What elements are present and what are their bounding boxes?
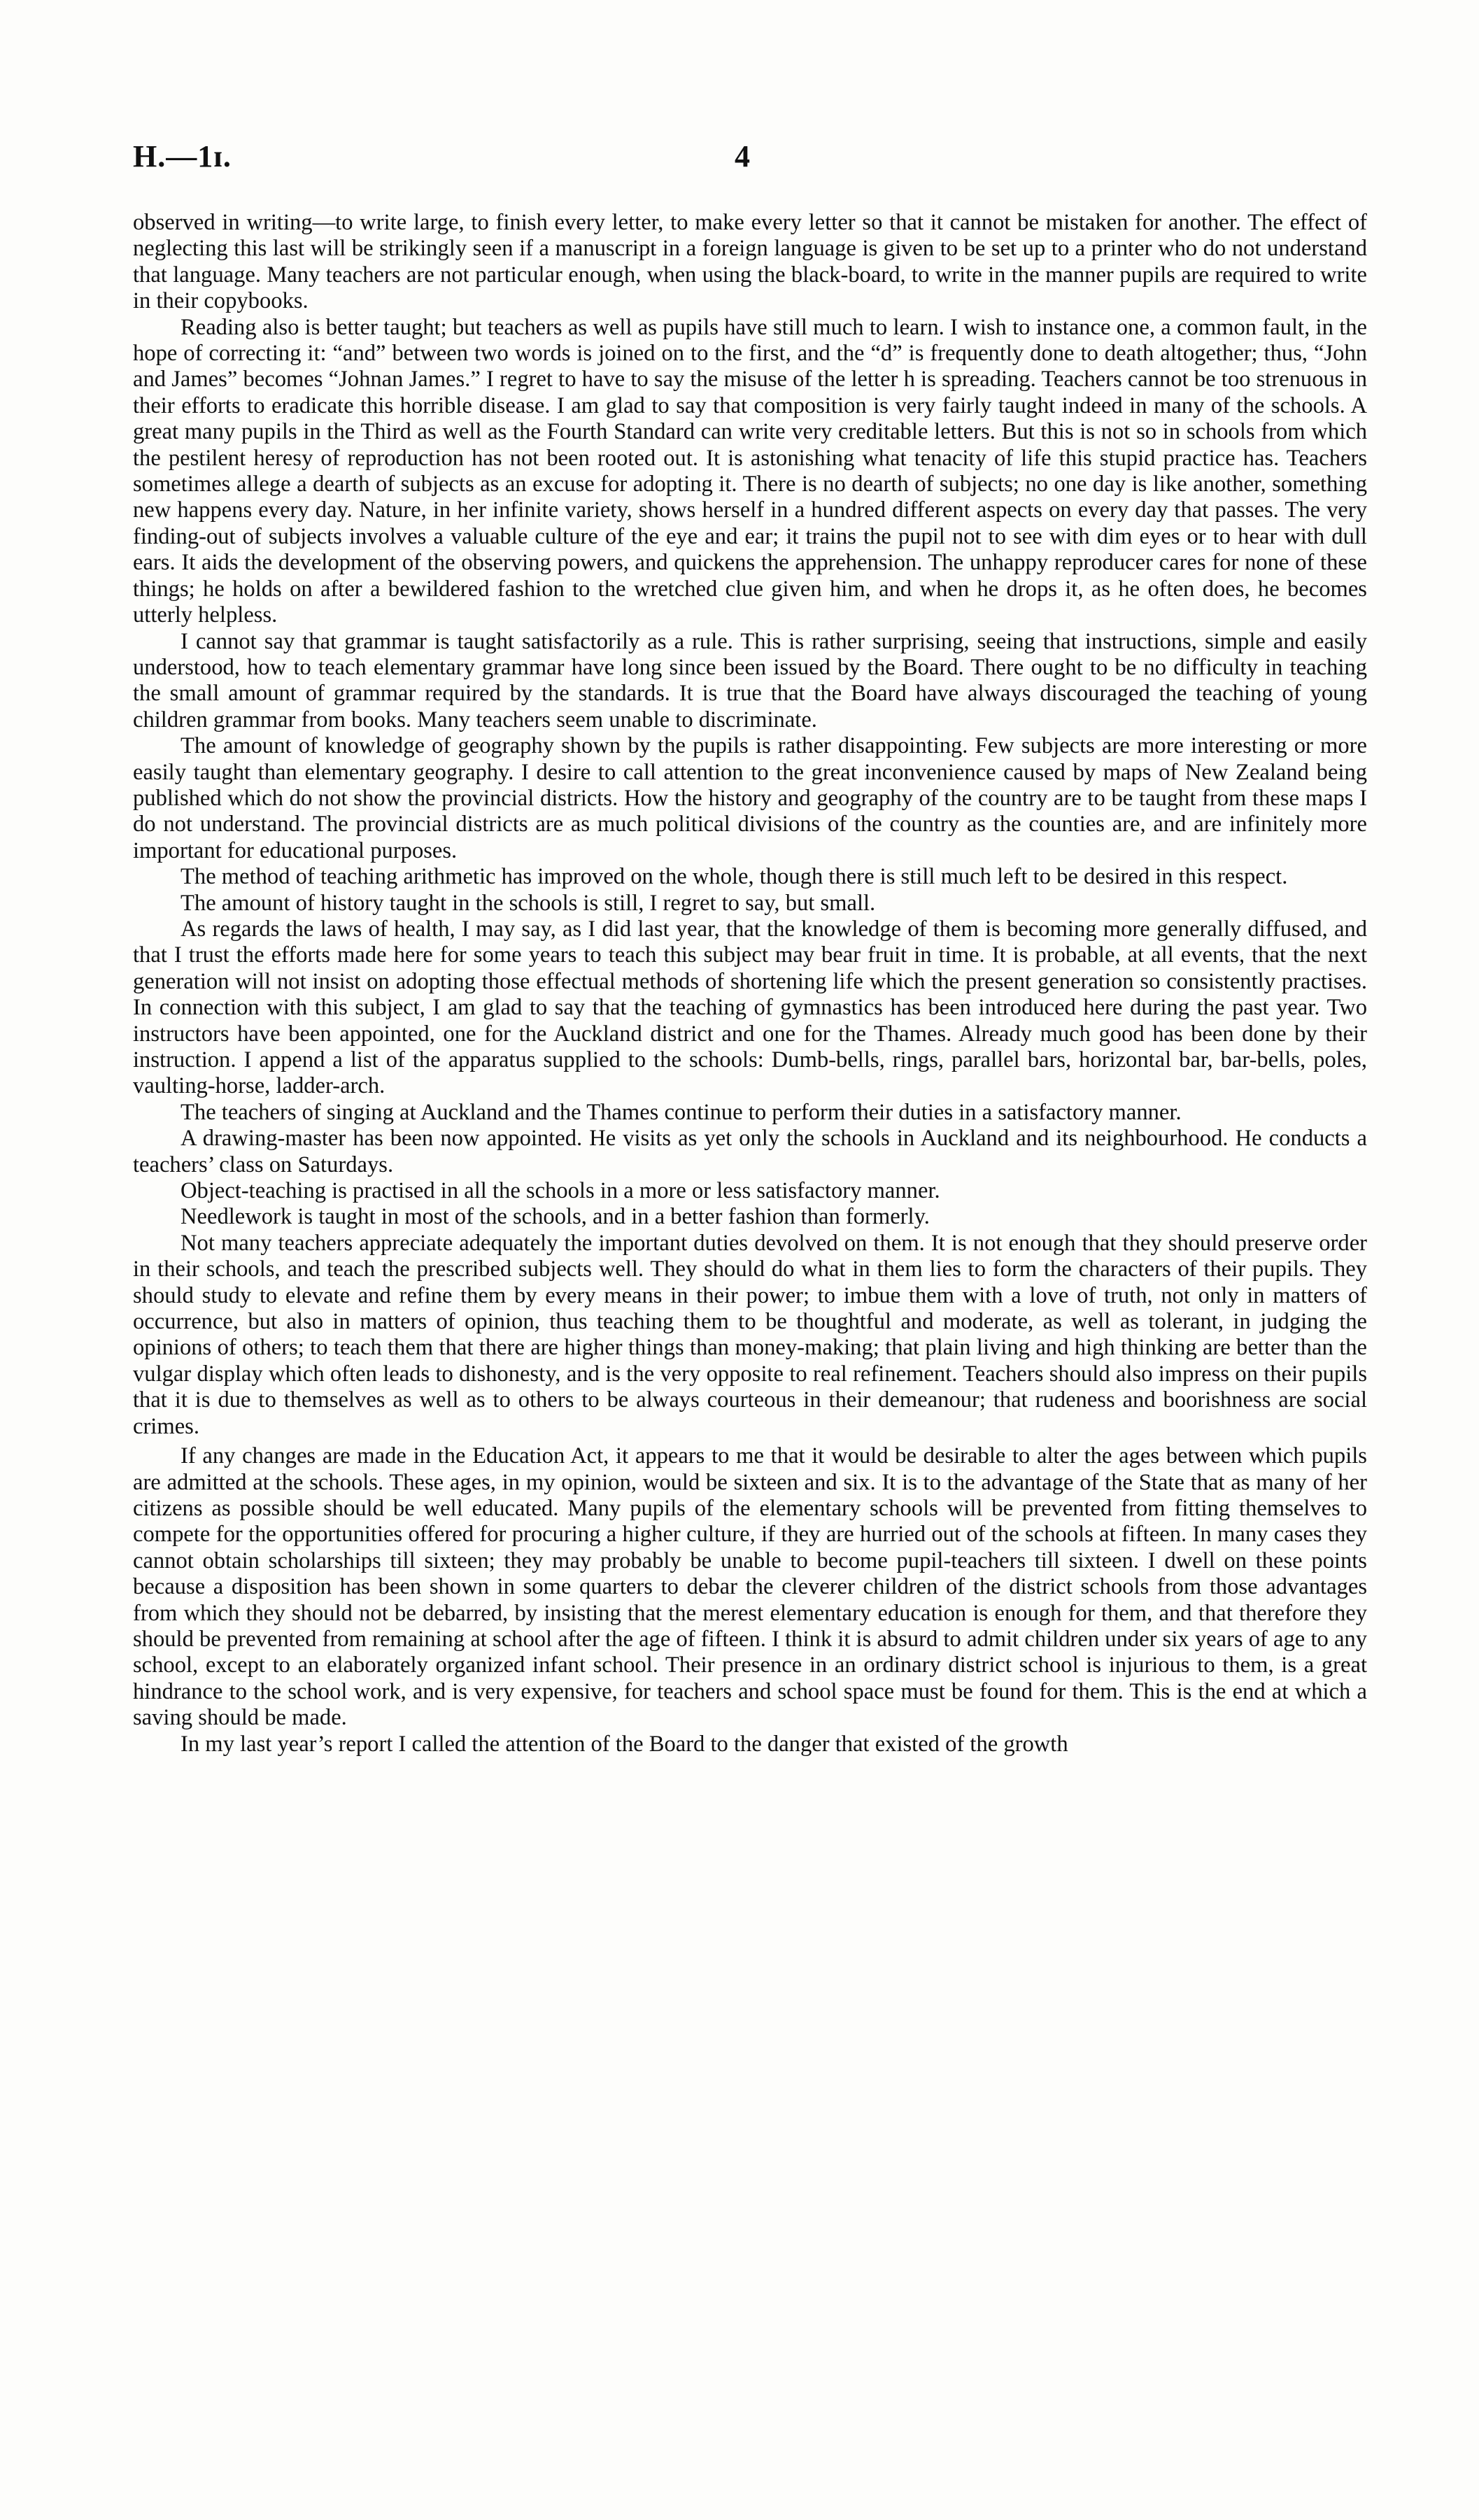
paragraph: Reading also is better taught; but teachers as well as pupils have still much to learn. I wish to instance one, a common fault, in the hope of correcting it: “and” between two words is joined on to the first, and the “d” is frequently done to death altogether; thus, “John and James” becomes “Johnan James.” I regret to have to say the misuse of the letter h is spreading. Teachers cannot be too strenuous in their efforts to eradicate this horrible disease. I am glad to say that composition is very fairly taught indeed in many of the schools. A great many pupils in the Third as well as the Fourth Standard can write very creditable letters. But this is not so in schools from which the pestilent heresy of reproduction has not been rooted out. It is astonishing what tenacity of life this stupid practice has. Teachers sometimes allege a dearth of subjects as an excuse for adopting it. There is no dearth of subjects; no one day is like another, something new happens every day. Nature, in her infinite variety, shows herself in a hundred different aspects on every day that passes. The very finding-out of subjects involves a valuable culture of the eye and ear; it trains the pupil not to see with dim eyes or to hear with dull ears. It aids the development of the observing powers, and quickens the apprehension. The unhappy reproducer cares for none of these things; he holds on after a bewildered fashion to the wretched clue given him, and when he drops it, as he often does, he becomes utterly helpless. <box>133 314 1367 628</box>
paragraph: The method of teaching arithmetic has improved on the whole, though there is still much left to be desired in this respect. <box>181 864 1288 890</box>
page-header <box>133 139 1367 187</box>
paragraph: If any changes are made in the Education Act, it appears to me that it would be desirable to alter the ages between which pupils are admitted at the schools. These ages, in my opinion, would be sixteen and six. It is to the advantage of the State that as many of her citizens as possible should be well educated. Many pupils of the elementary schools will be prevented from fitting themselves to compete for the opportunities offered for procuring a higher culture, if they are hurried out of the schools at fifteen. In many cases they cannot obtain scholarships till sixteen; they may probably be unable to become pupil-teachers till sixteen. I dwell on these points because a disposition has been shown in some quarters to debar the cleverer children of the district schools from those advantages from which they should not be debarred, by insisting that the merest elementary education is enough for them, and that therefore they should be prevented from remaining at school after the age of fifteen. I think it is absurd to admit children under six years of age to any school, except to an elaborately organized infant school. Their presence in an ordinary district school is injurious to them, is a great hindrance to the school work, and is very expensive, for teachers and school space must be found for them. This is the end at which a saving should be made. <box>133 1443 1367 1731</box>
document-reference: H.—1ɪ. <box>133 139 232 174</box>
paragraph: observed in writing—to write large, to finish every letter, to make every letter so that it cannot be mistaken for another. The effect of neglecting this last will be strikingly seen if a manuscript in a foreign language is given to be set up to a printer who do not understand that language. Many teachers are not particular enough, when using the black-board, to write in the manner pupils are required to write in their copybooks. <box>133 210 1367 314</box>
paragraph: The amount of knowledge of geography shown by the pupils is rather disappointing. Few subjects are more interesting or more easily taught than elementary geography. I desire to call attention to the great inconvenience caused by maps of New Zealand being published which do not show the provincial districts. How the history and geography of the country are to be taught from these maps I do not understand. The provincial districts are as much political divisions of the country as the counties are, and are infinitely more important for educational purposes. <box>133 733 1367 863</box>
paragraph: In my last year’s report I called the attention of the Board to the danger that existed of the growth <box>181 1731 1068 1757</box>
paragraph: As regards the laws of health, I may say, as I did last year, that the knowledge of them is becoming more generally diffused, and that I trust the efforts made here for some years to teach this subject may bear fruit in time. It is probable, at all events, that the next generation will not insist on adopting those effectual methods of shortening life which the present generation so consistently practises. In connection with this subject, I am glad to say that the teaching of gymnastics has been introduced here during the past year. Two instructors have been appointed, one for the Auckland district and one for the Thames. Already much good has been done by their instruction. I append a list of the apparatus supplied to the schools: Dumb-bells, rings, parallel bars, horizontal bar, bar-bells, poles, vaulting-horse, ladder-arch. <box>133 916 1367 1099</box>
paragraph: Needlework is taught in most of the schools, and in a better fashion than formerly. <box>181 1204 930 1230</box>
paragraph: The amount of history taught in the schools is still, I regret to say, but small. <box>181 890 876 916</box>
paragraph: The teachers of singing at Auckland and the Thames continue to perform their duties in a satisfactory manner. <box>181 1099 1182 1125</box>
paragraph: Not many teachers appreciate adequately the important duties devolved on them. It is not enough that they should preserve order in their schools, and teach the prescribed subjects well. They should do what in them lies to form the characters of their pupils. They should study to elevate and refine them by every means in their power; to imbue them with a love of truth, not only in matters of occurrence, but also in matters of opinion, thus teaching them to be thoughtful and moderate, as well as tolerant, in judging the opinions of others; to teach them that there are higher things than money-making; that plain living and high thinking are better than the vulgar display which often leads to dishonesty, and is the very opposite to real refinement. Teachers should also impress on their pupils that it is due to themselves as well as to others to be always courteous in their demeanour; that rudeness and boorishness are social crimes. <box>133 1230 1367 1439</box>
paragraph: I cannot say that grammar is taught satisfactorily as a rule. This is rather surprising, seeing that instructions, simple and easily understood, how to teach elementary grammar have long since been issued by the Board. There ought to be no difficulty in teaching the small amount of grammar required by the standards. It is true that the Board have always discouraged the teaching of young children grammar from books. Many teachers seem unable to discriminate. <box>133 628 1367 732</box>
paragraph: A drawing-master has been now appointed. He visits as yet only the schools in Auckland and its neighbourhood. He conducts a teachers’ class on Saturdays. <box>133 1126 1367 1177</box>
page-number: 4 <box>735 139 750 174</box>
paragraph: Object-teaching is practised in all the schools in a more or less satisfactory manner. <box>181 1178 940 1204</box>
body-text <box>133 210 1367 1757</box>
